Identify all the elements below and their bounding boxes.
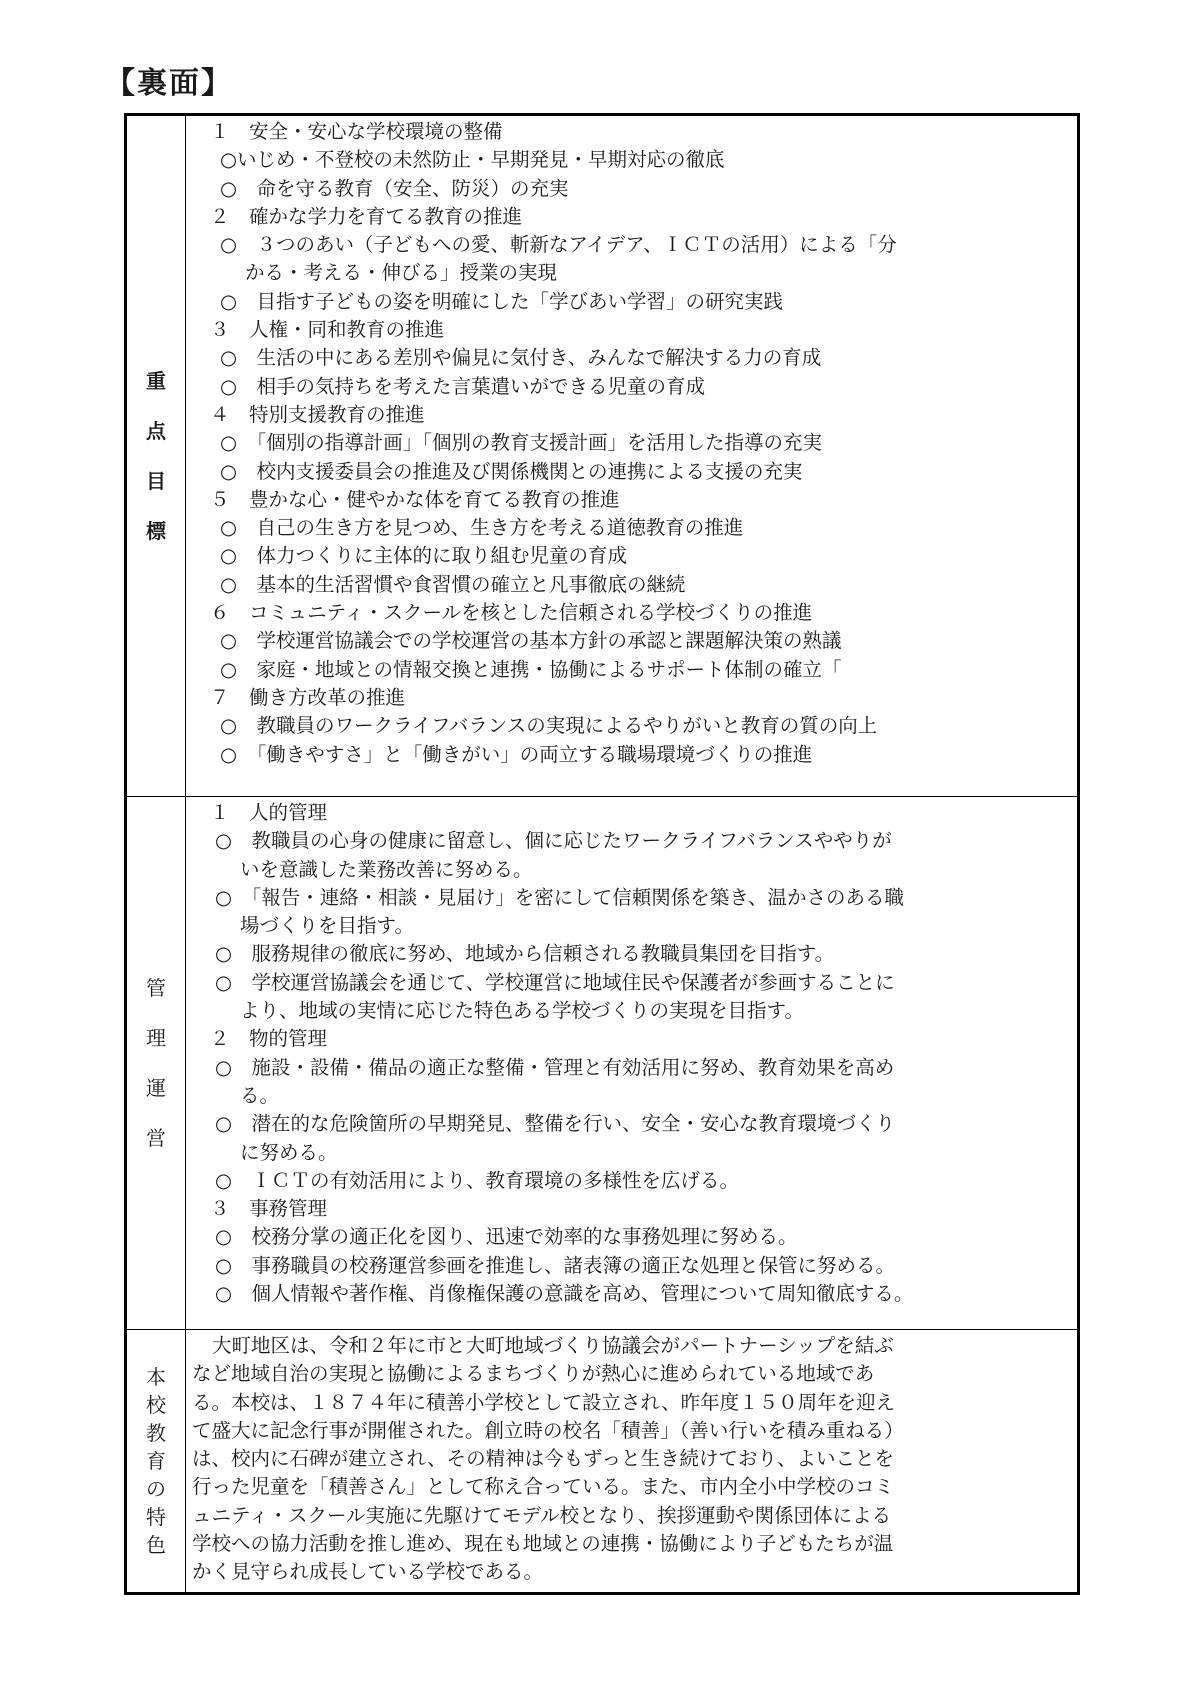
label-char: 運: [146, 1076, 166, 1100]
label-char: 点: [146, 419, 166, 443]
bullet-line: ○ 教職員の心身の健康に留意し、個に応じたワークライフバランスややりが: [215, 829, 892, 853]
bullet-line: ○ 教職員のワークライフバランスの実現によるやりがいと教育の質の向上: [220, 714, 878, 738]
paragraph-line: 行った児童を「積善さん」として称え合っている。また、市内全小中学校のコミ: [192, 1475, 895, 1499]
section-heading: ４ 特別支援教育の推進: [210, 402, 425, 426]
bullet-line: ○ 相手の気持ちを考えた言葉遣いができる児童の育成: [220, 374, 706, 398]
bullet-line: ○ 「個別の指導計画」「個別の教育支援計画」を活用した指導の充実: [220, 431, 823, 455]
bullet-line: ○ 「報告・連絡・相談・見届け」を密にして信頼関係を築き、温かさのある職: [215, 885, 904, 909]
bullet-line: ○ 校務分掌の適正化を図り、迅速で効率的な事務処理に努める。: [215, 1225, 798, 1249]
bullet-line: ○ 目指す子どもの姿を明確にした「学びあい学習」の研究実践: [220, 289, 784, 313]
bullet-line: ○ 学校運営協議会を通じて、学校運営に地域住民や保護者が参画することに: [215, 970, 895, 994]
section-heading: ７ 働き方改革の推進: [210, 685, 406, 709]
paragraph-line: など地域自治の実現と協働によるまちづくりが熱心に進められている地域であ: [192, 1362, 875, 1386]
bullet-line: ○ 「働きやすさ」と「働きがい」の両立する職場環境づくりの推進: [220, 742, 813, 766]
section-heading: ２ 物的管理: [210, 1027, 328, 1051]
bullet-line: より、地域の実情に応じた特色ある学校づくりの実現を目指す。: [240, 999, 804, 1023]
bullet-line: に努める。: [240, 1140, 338, 1164]
bullet-line: ○ 校内支援委員会の推進及び関係機関との連携による支援の充実: [220, 459, 803, 483]
management-label: [127, 963, 185, 1163]
section-heading: １ 人的管理: [210, 801, 328, 824]
bullet-line: ○ 家庭・地域との情報交換と連携・協働によるサポート体制の確立「: [220, 657, 842, 681]
priority-goals-label-cell: [126, 115, 186, 797]
label-char: 特: [146, 1505, 166, 1529]
bullet-line: いを意識した業務改善に努める。: [240, 857, 533, 881]
page-title: 【裏面】: [105, 66, 233, 101]
bullet-line: ○ ＩＣＴの有効活用により、教育環境の多様性を広げる。: [215, 1168, 740, 1192]
bullet-line: ○ 命を守る教育（安全、防災）の充実: [220, 176, 569, 200]
label-char: 育: [146, 1449, 166, 1473]
features-content: [186, 1330, 1079, 1594]
section-heading: １ 安全・安心な学校環境の整備: [210, 120, 503, 143]
label-char: の: [146, 1477, 166, 1501]
management-label-cell: [126, 797, 186, 1330]
label-char: 管: [146, 976, 166, 1000]
section-heading: ６ コミュニティ・スクールを核とした信頼される学校づくりの推進: [210, 601, 813, 625]
label-char: 営: [146, 1126, 166, 1150]
school-plan-table: [124, 113, 1080, 1595]
paragraph-line: 大町地区は、令和２年に市と大町地域づくり協議会がパートナーシップを結ぶ: [212, 1334, 894, 1357]
bullet-line: ○ ３つのあい（子どもへの愛、斬新なアイデア、ＩＣＴの活用）による「分: [220, 233, 897, 257]
paragraph-line: 学校への協力活動を推し進め、現在も地域との連携・協働により子どもたちが温: [192, 1532, 894, 1556]
bullet-line: ○ 事務職員の校務運営参画を推進し、諸表簿の適正な処理と保管に努める。: [215, 1253, 896, 1277]
bullet-line: ○ 施設・設備・備品の適正な整備・管理と有効活用に努め、教育効果を高め: [215, 1055, 895, 1079]
section-heading: ３ 事務管理: [210, 1197, 328, 1221]
bullet-line: ○ 服務規律の徹底に努め、地域から信頼される教職員集団を目指す。: [215, 942, 835, 966]
section-heading: ３ 人権・同和教育の推進: [210, 318, 445, 342]
label-char: 色: [146, 1533, 166, 1557]
label-char: 目: [146, 469, 166, 493]
label-char: 標: [146, 519, 166, 543]
bullet-line: ○ 基本的生活習慣や食習慣の確立と凡事徹底の継続: [220, 572, 686, 596]
paragraph-line: る。本校は、１８７４年に積善小学校として設立され、昨年度１５０周年を迎え: [192, 1390, 896, 1414]
priority-goals-label: [127, 356, 185, 556]
section-heading: ２ 確かな学力を育てる教育の推進: [210, 204, 523, 228]
label-char: 重: [146, 369, 166, 393]
label-char: 本: [146, 1365, 166, 1389]
priority-goals-row: [126, 115, 1079, 797]
features-label-cell: [126, 1330, 186, 1594]
bullet-line: かる・考える・伸びる」授業の実現: [245, 261, 558, 285]
paragraph-line: は、校内に石碑が建立され、その精神は今もずっと生き続けており、よいことを: [192, 1447, 895, 1471]
bullet-line: ○ 個人情報や著作権、肖像権保護の意識を高め、管理について周知徹底する。: [215, 1282, 914, 1306]
label-char: 理: [146, 1026, 166, 1050]
label-char: 校: [146, 1393, 166, 1417]
management-content: [186, 797, 1079, 1330]
management-row: [126, 797, 1079, 1330]
features-label: [127, 1363, 185, 1559]
bullet-line: る。: [240, 1083, 280, 1107]
priority-goals-content: [186, 115, 1079, 797]
section-heading: ５ 豊かな心・健やかな体を育てる教育の推進: [210, 487, 620, 511]
features-row: [126, 1330, 1079, 1594]
paragraph-line: ュニティ・スクール実施に先駆けてモデル校となり、挨拶運動や関係団体による: [192, 1503, 892, 1527]
bullet-line: ○ 学校運営協議会での学校運営の基本方針の承認と課題解決策の熟議: [220, 629, 842, 653]
paragraph-line: て盛大に記念行事が開催された。創立時の校名「積善」（善い行いを積み重ねる）: [192, 1418, 904, 1442]
bullet-line: ○ 自己の生き方を見つめ、生き方を考える道徳教育の推進: [220, 516, 744, 540]
paragraph-line: かく見守られ成長している学校である。: [192, 1560, 544, 1584]
bullet-line: ○ 体力つくりに主体的に取り組む児童の育成: [220, 544, 628, 568]
bullet-line: ○ 生活の中にある差別や偏見に気付き、みんなで解決する力の育成: [220, 346, 822, 370]
label-char: 教: [146, 1421, 166, 1445]
bullet-line: 場づくりを目指す。: [240, 914, 414, 938]
bullet-line: ○いじめ・不登校の未然防止・早期発見・早期対応の徹底: [220, 148, 725, 172]
bullet-line: ○ 潜在的な危険箇所の早期発見、整備を行い、安全・安心な教育環境づくり: [215, 1112, 896, 1136]
